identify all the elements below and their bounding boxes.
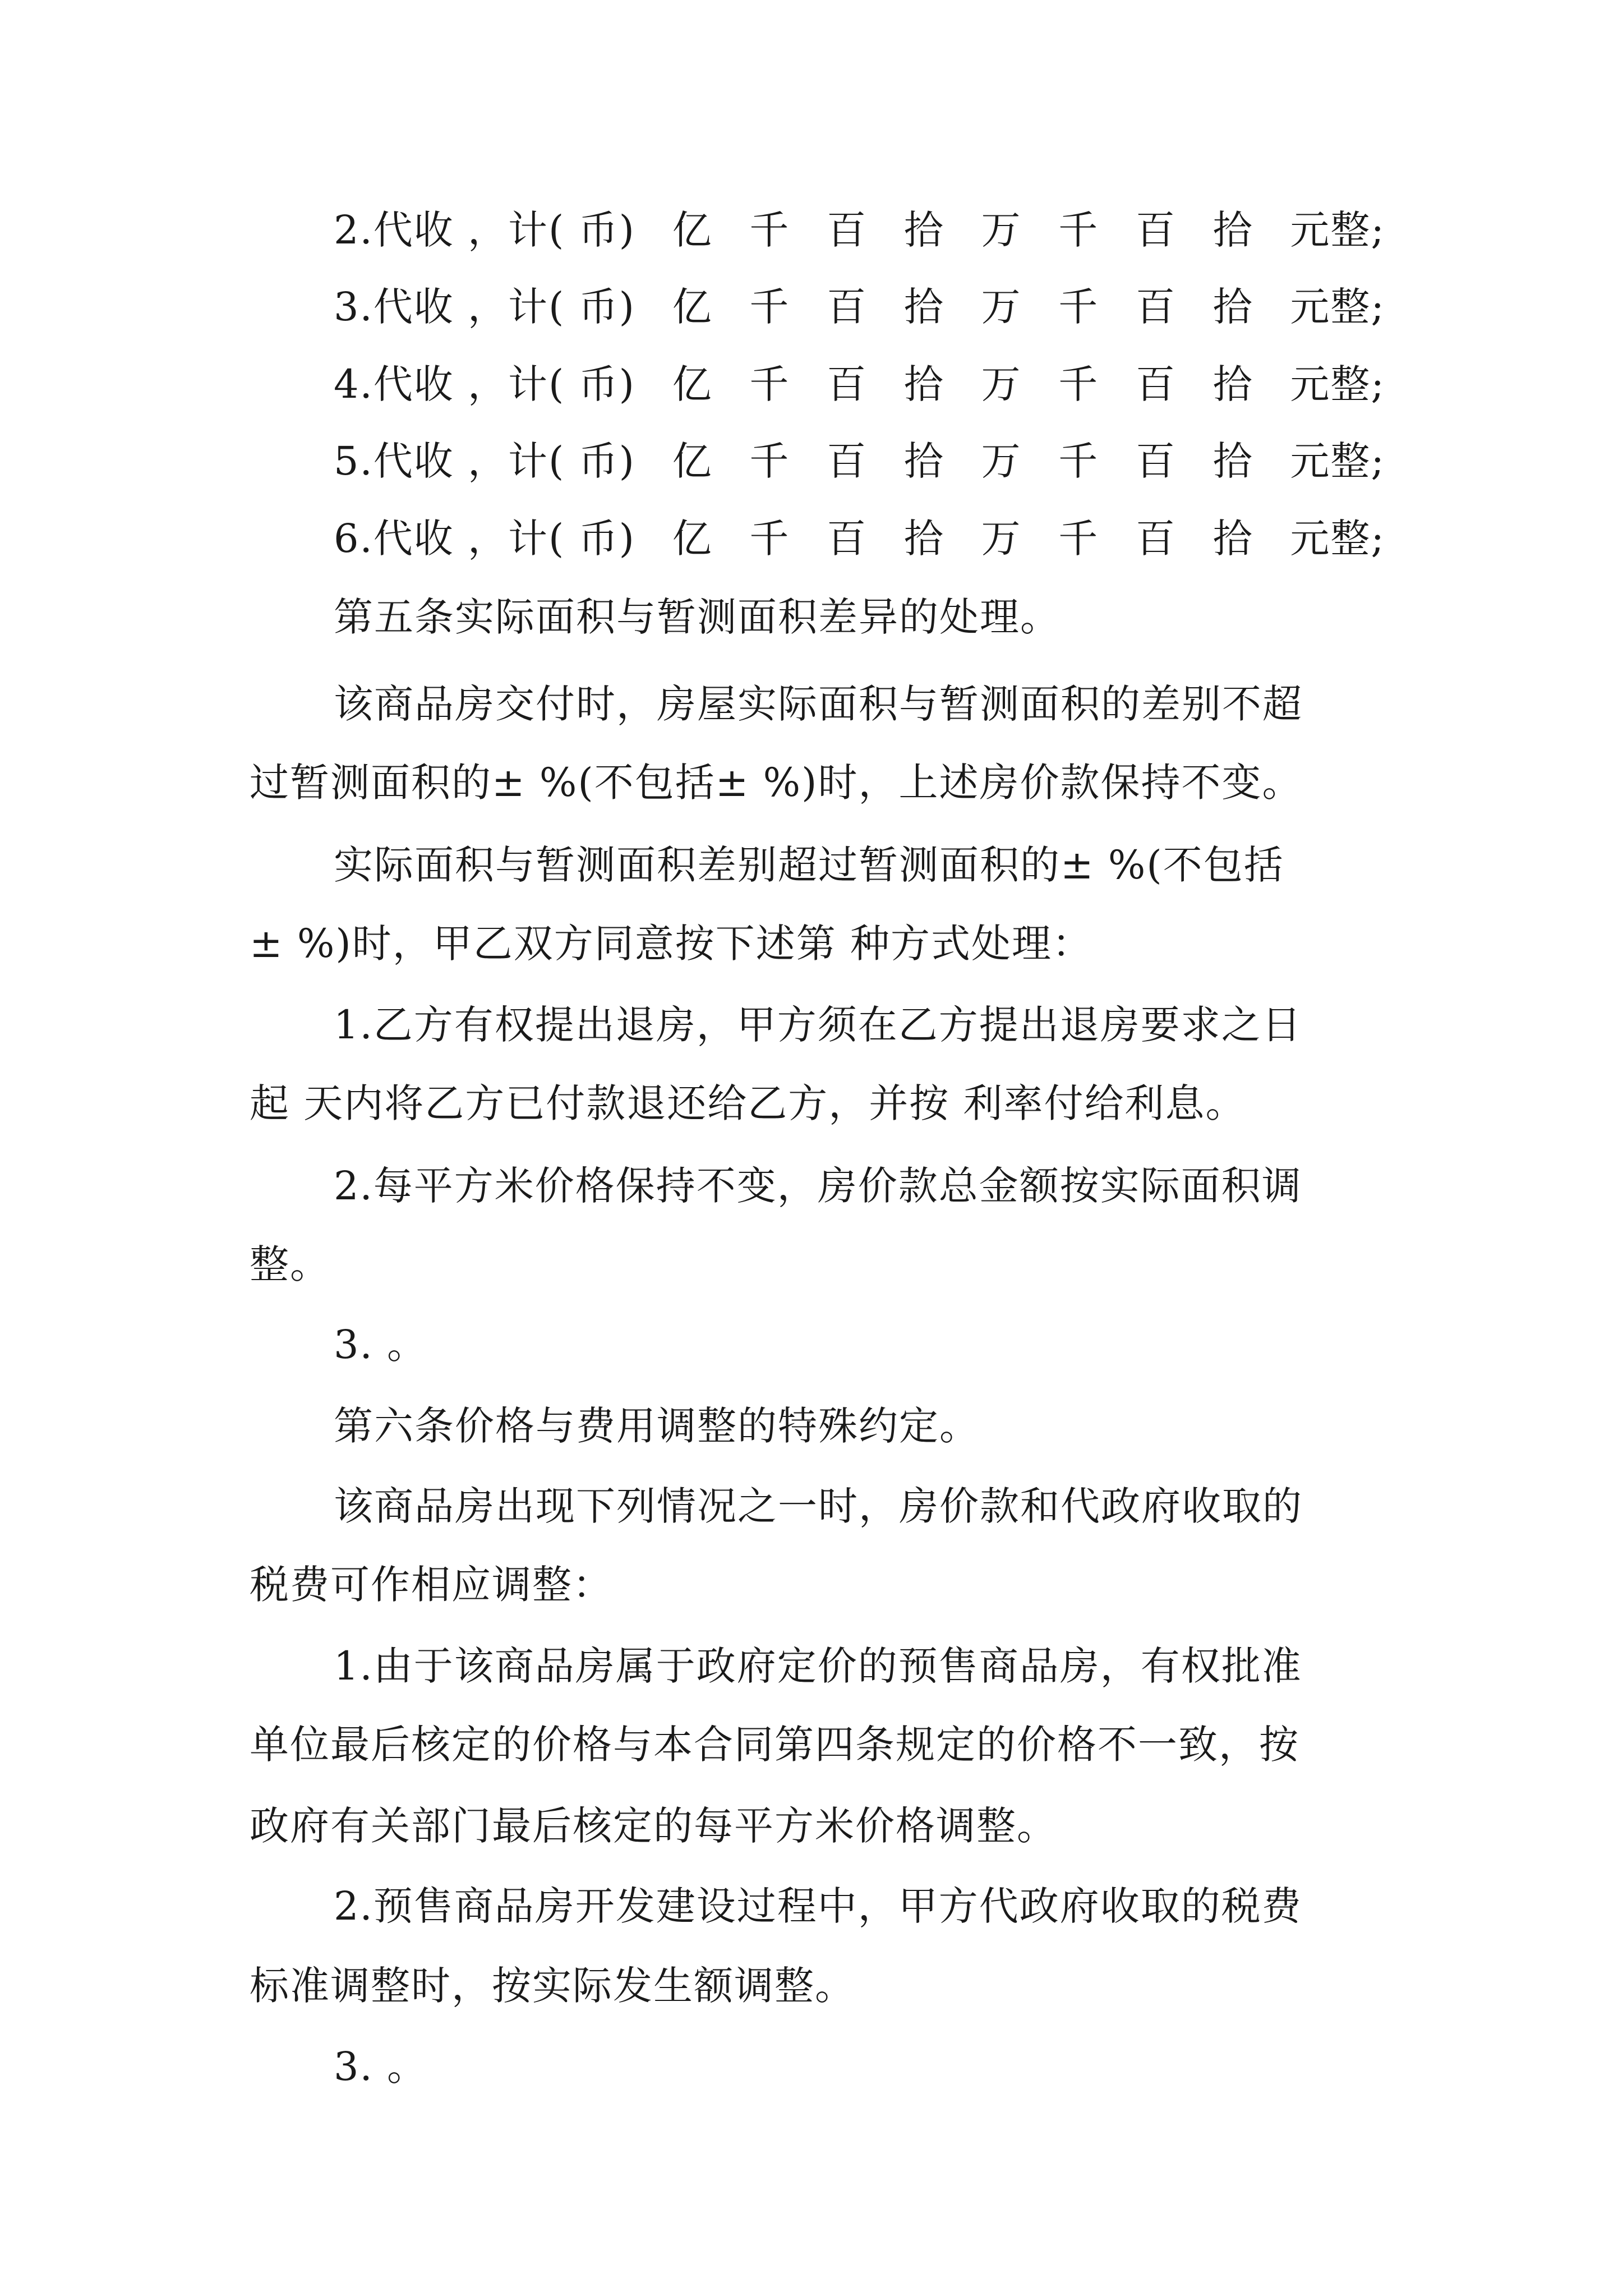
amount-prefix: 4.代收 ，计( 币) bbox=[334, 361, 635, 407]
amount-unit: 拾 bbox=[1212, 438, 1253, 484]
amount-unit: 拾 bbox=[1212, 361, 1253, 407]
amount-unit: 亿 bbox=[672, 207, 713, 253]
amount-suffix: 元整; bbox=[1290, 516, 1385, 562]
amount-suffix: 元整; bbox=[1290, 207, 1385, 253]
text-line: 2.每平方米价格保持不变，房价款总金额按实际面积调 bbox=[334, 1163, 1302, 1209]
amount-unit: 千 bbox=[749, 284, 790, 330]
amount-unit: 百 bbox=[1135, 207, 1176, 253]
text-line: 政府有关部门最后核定的每平方米价格调整。 bbox=[250, 1803, 1057, 1849]
text-line: 2.预售商品房开发建设过程中，甲方代政府收取的税费 bbox=[334, 1883, 1302, 1929]
amount-unit: 万 bbox=[981, 516, 1022, 562]
amount-unit: 百 bbox=[1135, 516, 1176, 562]
text-line: 过暂测面积的± %(不包括± %)时，上述房价款保持不变。 bbox=[250, 760, 1303, 806]
section-heading: 第五条实际面积与暂测面积差异的处理。 bbox=[334, 594, 1061, 640]
amount-prefix: 3.代收 ，计( 币) bbox=[334, 284, 635, 330]
amount-prefix: 5.代收 ，计( 币) bbox=[334, 438, 635, 484]
amount-unit: 万 bbox=[981, 207, 1022, 253]
text-line: 起 天内将乙方已付款退还给乙方，并按 利率付给利息。 bbox=[250, 1080, 1246, 1126]
amount-unit: 百 bbox=[1135, 284, 1176, 330]
section-heading: 第六条价格与费用调整的特殊约定。 bbox=[334, 1403, 980, 1449]
amount-unit: 拾 bbox=[1212, 284, 1253, 330]
amount-row bbox=[334, 207, 1385, 253]
text-line: ± %)时，甲乙双方同意按下述第 种方式处理： bbox=[250, 921, 1092, 967]
text-line: 整。 bbox=[250, 1241, 330, 1287]
amount-prefix: 6.代收 ，计( 币) bbox=[334, 516, 635, 562]
amount-unit: 拾 bbox=[1212, 516, 1253, 562]
amount-prefix: 2.代收 ，计( 币) bbox=[334, 207, 635, 253]
text-line: 3. 。 bbox=[334, 2044, 428, 2090]
text-line: 税费可作相应调整： bbox=[250, 1562, 613, 1608]
amount-unit: 千 bbox=[1058, 284, 1099, 330]
text-line: 1.乙方有权提出退房，甲方须在乙方提出退房要求之日 bbox=[334, 1002, 1302, 1048]
amount-unit: 千 bbox=[1058, 361, 1099, 407]
amount-unit: 百 bbox=[1135, 361, 1176, 407]
amount-unit: 万 bbox=[981, 284, 1022, 330]
amount-unit: 百 bbox=[827, 516, 868, 562]
text-line: 3. 。 bbox=[334, 1322, 428, 1368]
amount-unit: 百 bbox=[827, 438, 868, 484]
text-line: 实际面积与暂测面积差别超过暂测面积的± %(不包括 bbox=[334, 842, 1284, 888]
amount-unit: 拾 bbox=[903, 361, 944, 407]
text-line: 1.由于该商品房属于政府定价的预售商品房，有权批准 bbox=[334, 1643, 1302, 1689]
amount-unit: 千 bbox=[1058, 207, 1099, 253]
text-line: 单位最后核定的价格与本合同第四条规定的价格不一致，按 bbox=[250, 1722, 1299, 1768]
amount-unit: 亿 bbox=[672, 361, 713, 407]
amount-row bbox=[334, 361, 1385, 407]
amount-unit: 拾 bbox=[1212, 207, 1253, 253]
amount-unit: 千 bbox=[1058, 516, 1099, 562]
amount-unit: 千 bbox=[749, 361, 790, 407]
amount-row bbox=[334, 516, 1385, 562]
amount-unit: 万 bbox=[981, 361, 1022, 407]
amount-unit: 亿 bbox=[672, 284, 713, 330]
amount-row bbox=[334, 284, 1385, 330]
amount-unit: 百 bbox=[827, 207, 868, 253]
amount-unit: 百 bbox=[827, 361, 868, 407]
amount-suffix: 元整; bbox=[1290, 284, 1385, 330]
amount-unit: 拾 bbox=[903, 516, 944, 562]
amount-unit: 亿 bbox=[672, 516, 713, 562]
amount-unit: 拾 bbox=[903, 284, 944, 330]
amount-unit: 千 bbox=[749, 207, 790, 253]
amount-unit: 亿 bbox=[672, 438, 713, 484]
text-line: 该商品房交付时，房屋实际面积与暂测面积的差别不超 bbox=[334, 681, 1303, 727]
text-line: 该商品房出现下列情况之一时，房价款和代政府收取的 bbox=[334, 1483, 1303, 1529]
amount-unit: 千 bbox=[749, 438, 790, 484]
amount-unit: 千 bbox=[749, 516, 790, 562]
amount-suffix: 元整; bbox=[1290, 438, 1385, 484]
amount-unit: 百 bbox=[1135, 438, 1176, 484]
amount-unit: 拾 bbox=[903, 438, 944, 484]
amount-unit: 拾 bbox=[903, 207, 944, 253]
amount-row bbox=[334, 438, 1385, 484]
amount-unit: 千 bbox=[1058, 438, 1099, 484]
amount-unit: 万 bbox=[981, 438, 1022, 484]
text-line: 标准调整时，按实际发生额调整。 bbox=[250, 1963, 855, 2009]
amount-unit: 百 bbox=[827, 284, 868, 330]
amount-suffix: 元整; bbox=[1290, 361, 1385, 407]
